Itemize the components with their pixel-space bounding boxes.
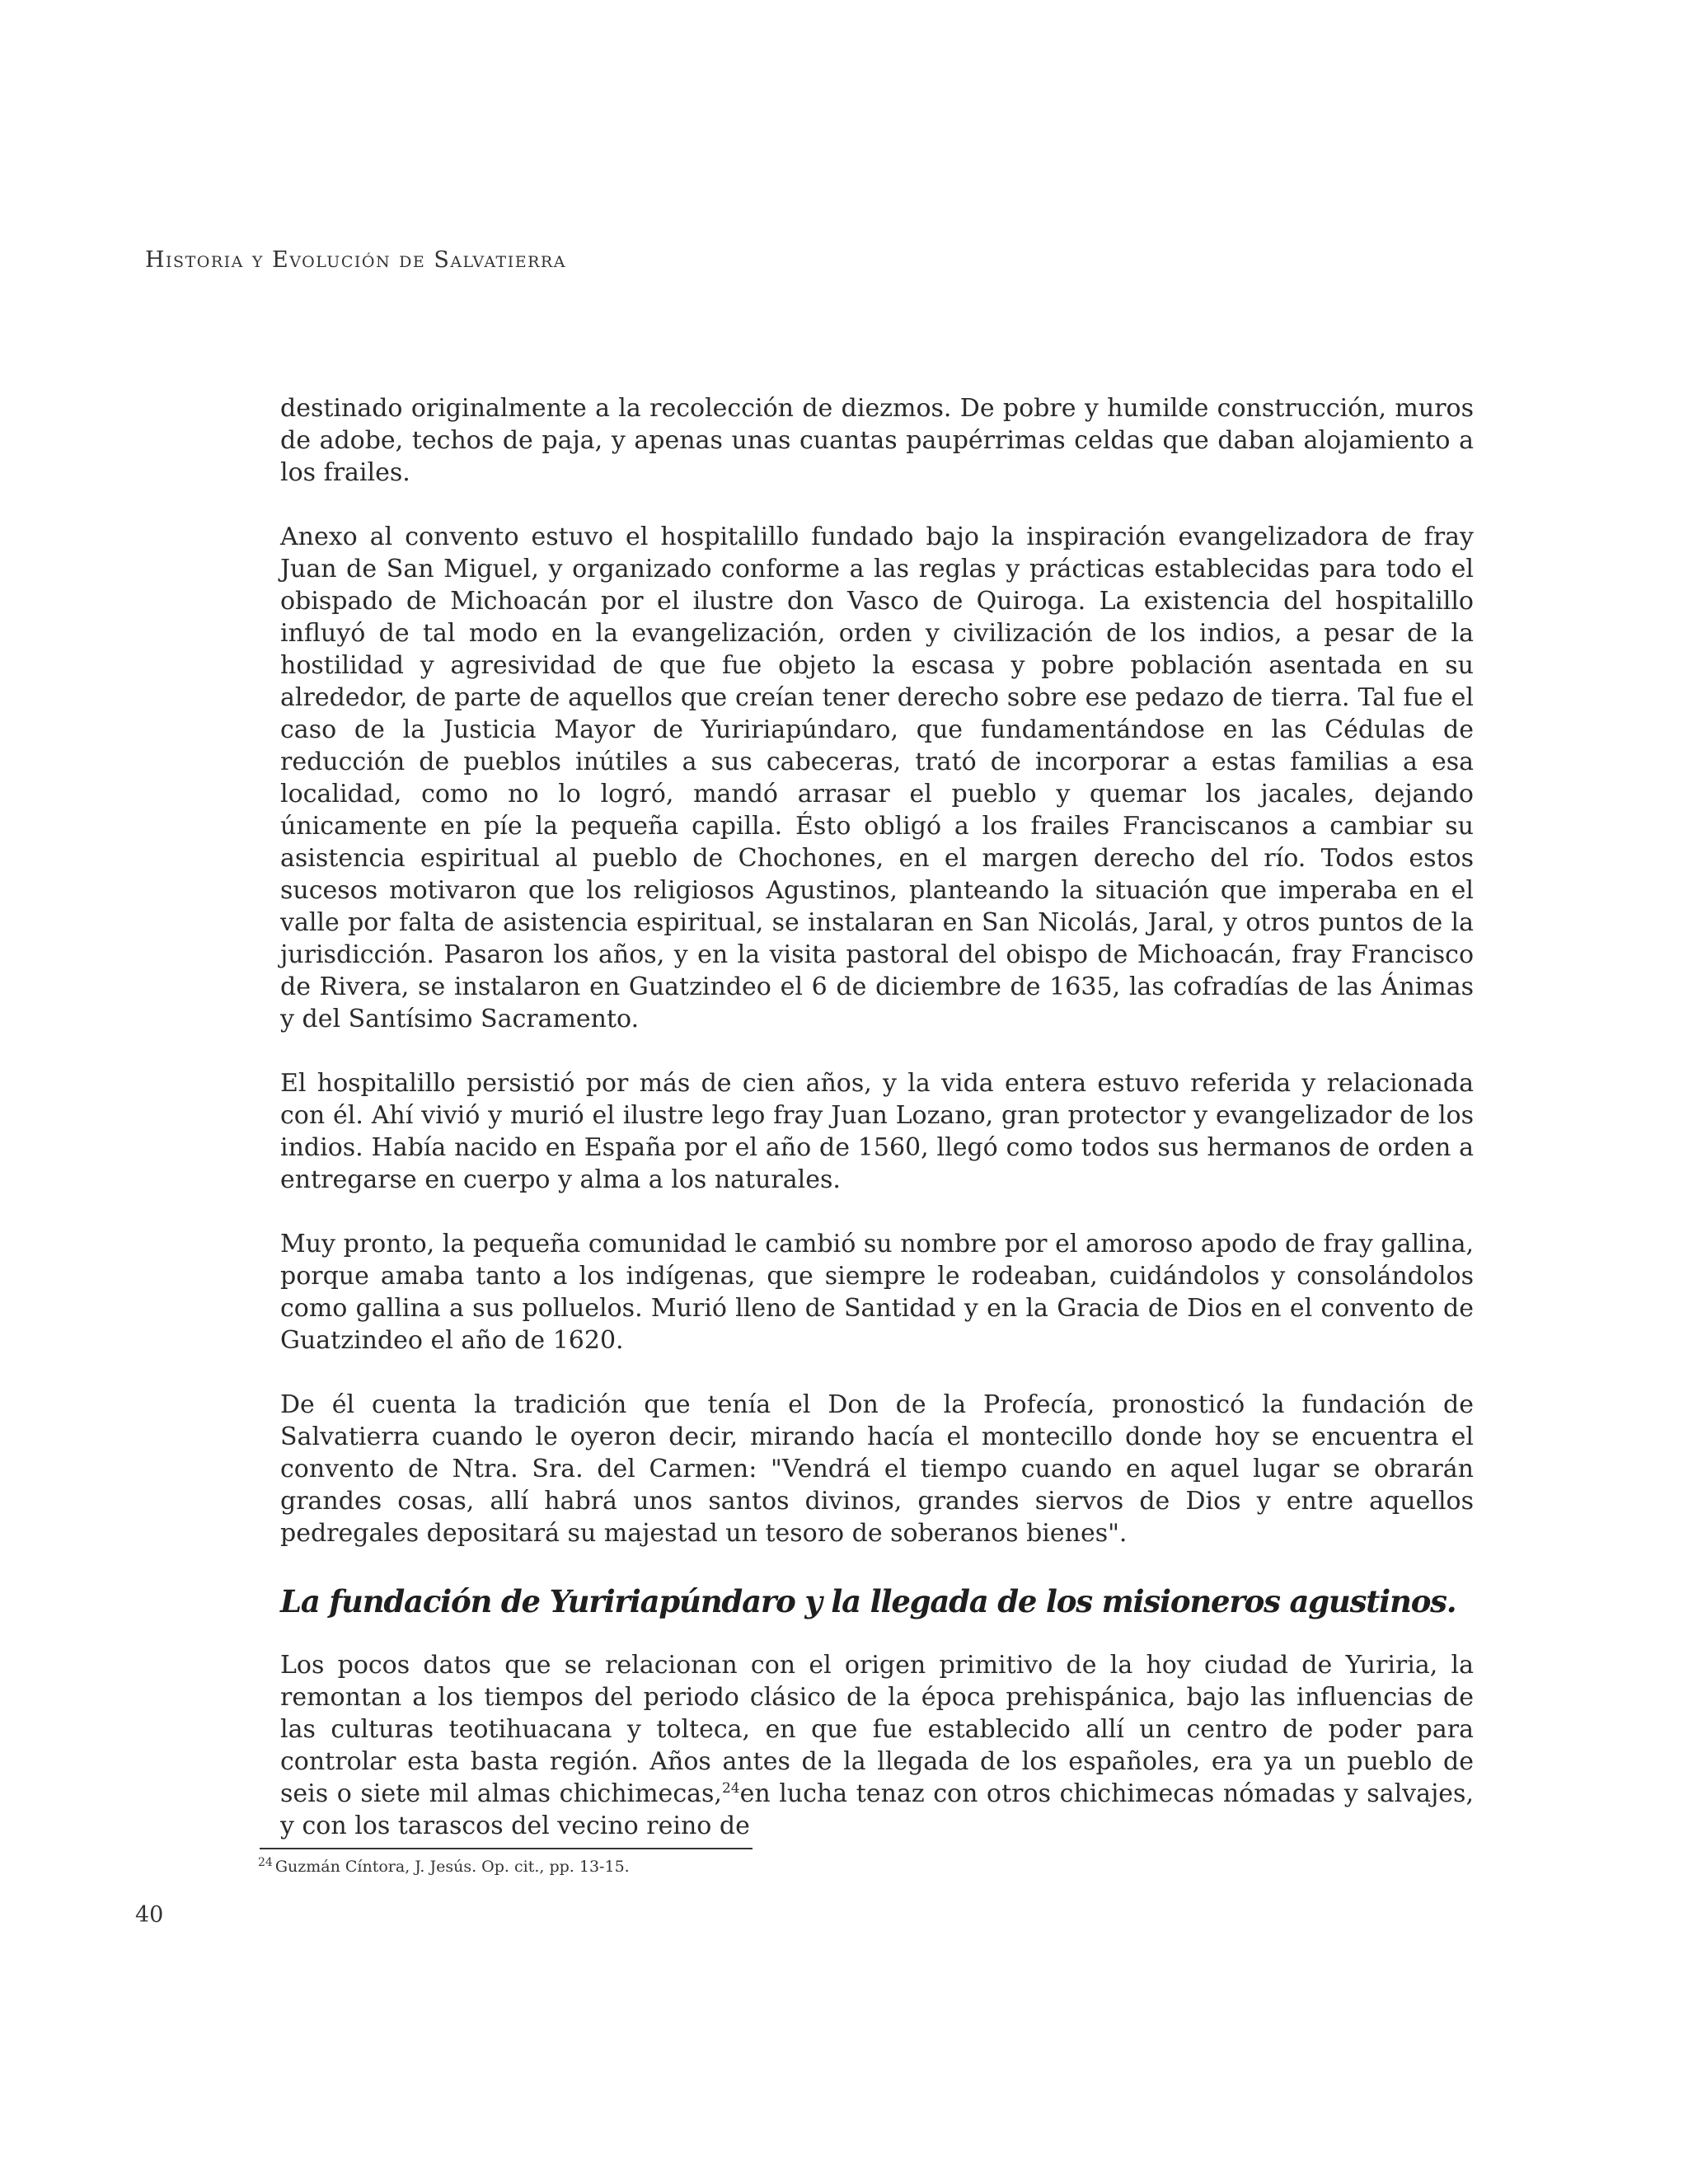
paragraph-6-text-after: en lucha tenaz con otros chichimecas nómadas y salvajes, y con los tarascos del vecino reino de [280,1779,1474,1840]
paragraph-6-text-before: Los pocos datos que se relacionan con el origen primitivo de la hoy ciudad de Yuriria, la remontan a los tiempos del periodo clásico de la época prehispánica, bajo las influencias de las culturas teotihuacana y tolteca, en que fue establecido allí un centro de poder para controlar esta basta región. Años antes de la llegada de los españoles, era ya un pueblo de seis o siete mil almas chichimecas, [280,1651,1474,1808]
paragraph-4: Muy pronto, la pequeña comunidad le cambió su nombre por el amoroso apodo de fray gallina, porque amaba tanto a los indígenas, que siempre le rodeaban, cuidándolos y consolándolos como gallina a sus polluelos. Murió lleno de Santidad y en la Gracia de Dios en el convento de Guatzindeo el año de 1620. [280,1230,1474,1355]
paragraph-1: destinado originalmente a la recolección de diezmos. De pobre y humilde construcción, muros de adobe, techos de paja, y apenas unas cuantas paupérrimas celdas que daban alojamiento a los frailes. [280,394,1474,487]
footnote-number: 24 [258,1855,273,1869]
body-text [280,392,1474,1874]
footnote-divider [260,1848,753,1849]
section-heading: La fundación de Yuririapúndaro y la llegada de los misioneros agustinos. [280,1583,1456,1619]
footnote-reference[interactable]: 24 [721,1780,740,1797]
paragraph-6 [280,1649,1474,1842]
paragraph-3: El hospitalillo persistió por más de cien años, y la vida entera estuvo referida y relacionada con él. Ahí vivió y murió el ilustre lego fray Juan Lozano, gran protector y evangelizador de los indios. Había nacido en España por el año de 1560, llegó como todos sus hermanos de orden a entregarse en cuerpo y alma a los naturales. [280,1069,1474,1194]
paragraph-2: Anexo al convento estuvo el hospitalillo fundado bajo la inspiración evangelizadora de fray Juan de San Miguel, y organizado conforme a las reglas y prácticas establecidas para todo el obispado de Michoacán por el ilustre don Vasco de Quiroga. La existencia del hospitalillo influyó de tal modo en la evangelización, orden y civilización de los indios, a pesar de la hostilidad y agresividad de que fue objeto la escasa y pobre población asentada en su alrededor, de parte de aquellos que creían tener derecho sobre ese pedazo de tierra. Tal fue el caso de la Justicia Mayor de Yuririapúndaro, que fundamentándose en las Cédulas de reducción de pueblos inútiles a sus cabeceras, trató de incorporar a estas familias a esa localidad, como no lo logró, mandó arrasar el pueblo y quemar los jacales, dejando únicamente en píe la pequeña capilla. Ésto obligó a los frailes Franciscanos a cambiar su asistencia espiritual al pueblo de Chochones, en el margen derecho del río. Todos estos sucesos motivaron que los religiosos Agustinos, planteando la situación que imperaba en el valle por falta de asistencia espiritual, se instalaran en San Nicolás, Jaral, y otros puntos de la jurisdicción. Pasaron los años, y en la visita pastoral del obispo de Michoacán, fray Francisco de Rivera, se instalaron en Guatzindeo el 6 de diciembre de 1635, las cofradías de las Ánimas y del Santísimo Sacramento. [280,523,1474,1033]
page-number: 40 [135,1902,164,1928]
paragraph-5: De él cuenta la tradición que tenía el Don de la Profecía, pronosticó la fundación de Salvatierra cuando le oyeron decir, mirando hacía el montecillo donde hoy se encuentra el convento de Ntra. Sra. del Carmen: "Vendrá el tiempo cuando en aquel lugar se obrarán grandes cosas, allí habrá unos santos divinos, grandes siervos de Dios y entre aquellos pedregales depositará su majestad un tesoro de soberanos bienes". [280,1390,1474,1548]
running-head: Historia y Evolución de Salvatierra [145,247,566,273]
footnote-text: Guzmán Cíntora, J. Jesús. Op. cit., pp. 13-15. [274,1858,630,1876]
footnote [258,1855,630,1876]
